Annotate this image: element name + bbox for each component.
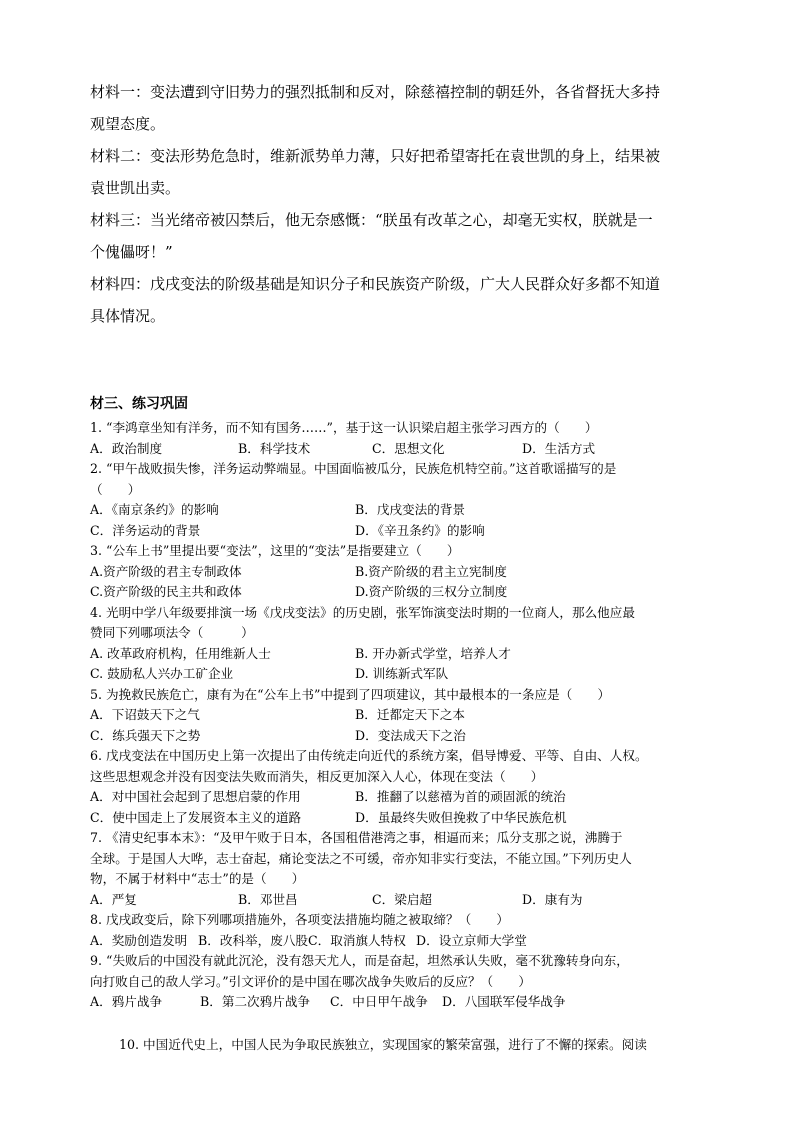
question-2-option[interactable]: C．洋务运动的背景: [90, 522, 201, 538]
question-2-options-row: [90, 500, 710, 521]
question-4-option[interactable]: D. 训练新式军队: [355, 666, 449, 681]
question-5-options-row: [90, 726, 710, 747]
question-7: [90, 828, 710, 910]
question-6-options-row: [90, 787, 710, 808]
question-8-options-row: [90, 931, 710, 952]
question-4-option[interactable]: C. 鼓励私人兴办工矿企业: [90, 666, 234, 681]
question-7-option[interactable]: A．严复: [90, 891, 137, 907]
question-5-option[interactable]: D．变法成天下之治: [355, 727, 466, 743]
question-5-options-row: [90, 705, 710, 726]
question-3-options-row: [90, 562, 710, 583]
question-6-stem-line: 这些思想观念并没有因变法失败而消失，相反更加深入人心，体现在变法（ ）: [90, 768, 544, 784]
question-9-stem-line: 向打败自己的敌人学习。”引文评价的是中国在哪次战争失败后的反应？（ ）: [90, 973, 531, 989]
question-1-option[interactable]: A．政治制度: [90, 440, 163, 456]
question-1-option[interactable]: D．生活方式: [522, 440, 596, 456]
question-10-stem: 10. 中国近代史上，中国人民为争取民族独立，实现国家的繁荣富强，进行了不懈的探索。阅读: [119, 1037, 647, 1052]
question-2-stem-line: （ ）: [90, 481, 141, 497]
question-2-stem-line: 2. “甲午战败损失惨，洋务运动弊端显。中国面临被瓜分，民族危机特空前。”这首歌谣描写的是: [90, 461, 617, 476]
question-8-option[interactable]: B．改科举，废八股: [198, 932, 309, 948]
question-5-option[interactable]: A．下诏鼓天下之气: [90, 707, 200, 722]
question-7-stem-line: 7. 《清史纪事本末》：“及甲午败于日本，各国租借港湾之事，相逼而来；瓜分支那之说，沸腾于: [90, 830, 623, 845]
question-6-option[interactable]: A．对中国社会起到了思想启蒙的作用: [90, 789, 301, 804]
question-3-option[interactable]: C.资产阶级的民主共和政体: [90, 584, 242, 599]
material-4-line-1: 材料四：戊戌变法的阶级基础是知识分子和民族资产阶级，广大人民群众好多都不知道: [90, 275, 661, 293]
material-2-line-2: 袁世凯出卖。: [90, 179, 181, 197]
question-2-option[interactable]: B．戊戌变法的背景: [355, 502, 466, 517]
material-4-line-2: 具体情况。: [90, 307, 166, 325]
material-3-line-2: 个傀儡呀！”: [90, 243, 173, 261]
question-4-options-row: [90, 664, 710, 685]
question-6: [90, 746, 710, 828]
material-3-line-1: 材料三：当光绪帝被囚禁后，他无奈感慨：“朕虽有改革之心，却毫无实权，朕就是一: [90, 211, 653, 229]
question-2-option[interactable]: D．《辛丑条约》的影响: [355, 522, 485, 538]
question-7-option[interactable]: B．邓世昌: [238, 891, 298, 907]
question-3-options-row: [90, 582, 710, 603]
question-9-option[interactable]: D．八国联军侵华战争: [442, 994, 566, 1009]
material-1-line-2: 观望态度。: [90, 115, 166, 133]
material-3: [90, 204, 705, 268]
question-8-option[interactable]: C．取消旗人特权: [308, 932, 406, 948]
question-8-option[interactable]: A．奖励创造发明: [90, 932, 188, 948]
question-9-option[interactable]: B．第二次鸦片战争: [200, 994, 311, 1009]
question-9-options-row: [90, 992, 710, 1013]
question-5: [90, 685, 710, 747]
question-6-stem-line: 6. 戊戌变法在中国历史上第一次提出了由传统走向近代的系统方案，倡导博爱、平等、自由、人权。: [90, 748, 648, 763]
material-4: [90, 268, 705, 332]
question-3: [90, 541, 710, 603]
question-1: [90, 418, 710, 459]
question-3-option[interactable]: D.资产阶级的三权分立制度: [355, 584, 508, 599]
material-2-line-1: 材料二：变法形势危急时，维新派势单力薄，只好把希望寄托在袁世凯的身上，结果被: [90, 147, 661, 165]
material-2: [90, 140, 705, 204]
question-2-option[interactable]: A．《南京条约》的影响: [90, 502, 219, 517]
question-6-option[interactable]: B．推翻了以慈禧为首的顽固派的统治: [355, 789, 566, 804]
question-7-options-row: [90, 890, 710, 911]
question-1-stem-line: 1. “李鸿章坐知有洋务，而不知有国务……”，基于这一认识梁启超主张学习西方的（ ）: [90, 420, 598, 435]
question-4-stem-line: 4. 光明中学八年级要排演一场《戊戌变法》的历史剧，张军饰演变法时期的一位商人，那么他应最: [90, 604, 635, 620]
question-4-stem-line: 赞同下列哪项法令（ ）: [90, 625, 254, 640]
question-7-option[interactable]: C．梁启超: [372, 891, 433, 907]
question-6-option[interactable]: D．虽最终失败但挽救了中华民族危机: [355, 809, 567, 825]
question-4-options-row: [90, 644, 710, 665]
question-4: [90, 603, 710, 685]
question-8-stem-line: 8. 戊戌政变后，除下列哪项措施外，各项变法措施均随之被取缔？（ ）: [90, 912, 510, 927]
question-7-option[interactable]: D．康有为: [522, 891, 583, 907]
question-3-option[interactable]: A.资产阶级的君主专制政体: [90, 563, 242, 579]
question-5-option[interactable]: C．练兵强天下之势: [90, 727, 201, 743]
question-6-option[interactable]: C．使中国走上了发展资本主义的道路: [90, 809, 302, 825]
question-1-option[interactable]: B．科学技术: [238, 440, 311, 456]
question-list: [90, 418, 710, 1013]
question-7-stem-line: 物，不属于材料中“志士”的是（ ）: [90, 871, 305, 886]
question-7-stem-line: 全球。于是国人大哗，志士奋起，痛论变法之不可缓，帝亦知非实行变法，不能立国。”下列历史人: [90, 850, 632, 866]
material-1-line-1: 材料一：变法遭到守旧势力的强烈抵制和反对，除慈禧控制的朝廷外，各省督抚大多持: [90, 83, 661, 101]
question-4-option[interactable]: B. 开办新式学堂，培养人才: [355, 645, 511, 661]
question-2: [90, 459, 710, 541]
question-8-option[interactable]: D．设立京师大学堂: [416, 932, 527, 948]
material-1: [90, 76, 705, 140]
question-1-options-row: [90, 439, 710, 460]
question-9-stem-line: 9. “失败后的中国没有就此沉沦，没有怨天尤人，而是奋起，坦然承认失败，毫不犹豫转身向东，: [90, 953, 629, 968]
question-3-stem-line: 3. “公车上书”里提出要“变法”，这里的“变法”是指要建立（ ）: [90, 543, 460, 558]
question-5-option[interactable]: B．迁都定天下之本: [355, 707, 466, 722]
question-1-option[interactable]: C．思想文化: [372, 440, 445, 456]
question-5-stem-line: 5. 为挽救民族危亡，康有为在“公车上书”中提到了四项建议，其中最根本的一条应是（ ）: [90, 686, 611, 702]
question-4-option[interactable]: A. 改革政府机构，任用维新人士: [90, 645, 271, 661]
question-6-options-row: [90, 808, 710, 829]
section-title: 材三、练习巩固: [90, 396, 188, 412]
question-9-option[interactable]: C．中日甲午战争: [330, 994, 428, 1009]
question-8: [90, 910, 710, 951]
question-2-options-row: [90, 521, 710, 542]
question-9: [90, 951, 710, 1013]
question-9-option[interactable]: A．鸦片战争: [90, 994, 163, 1009]
question-3-option[interactable]: B.资产阶级的君主立宪制度: [355, 563, 507, 579]
